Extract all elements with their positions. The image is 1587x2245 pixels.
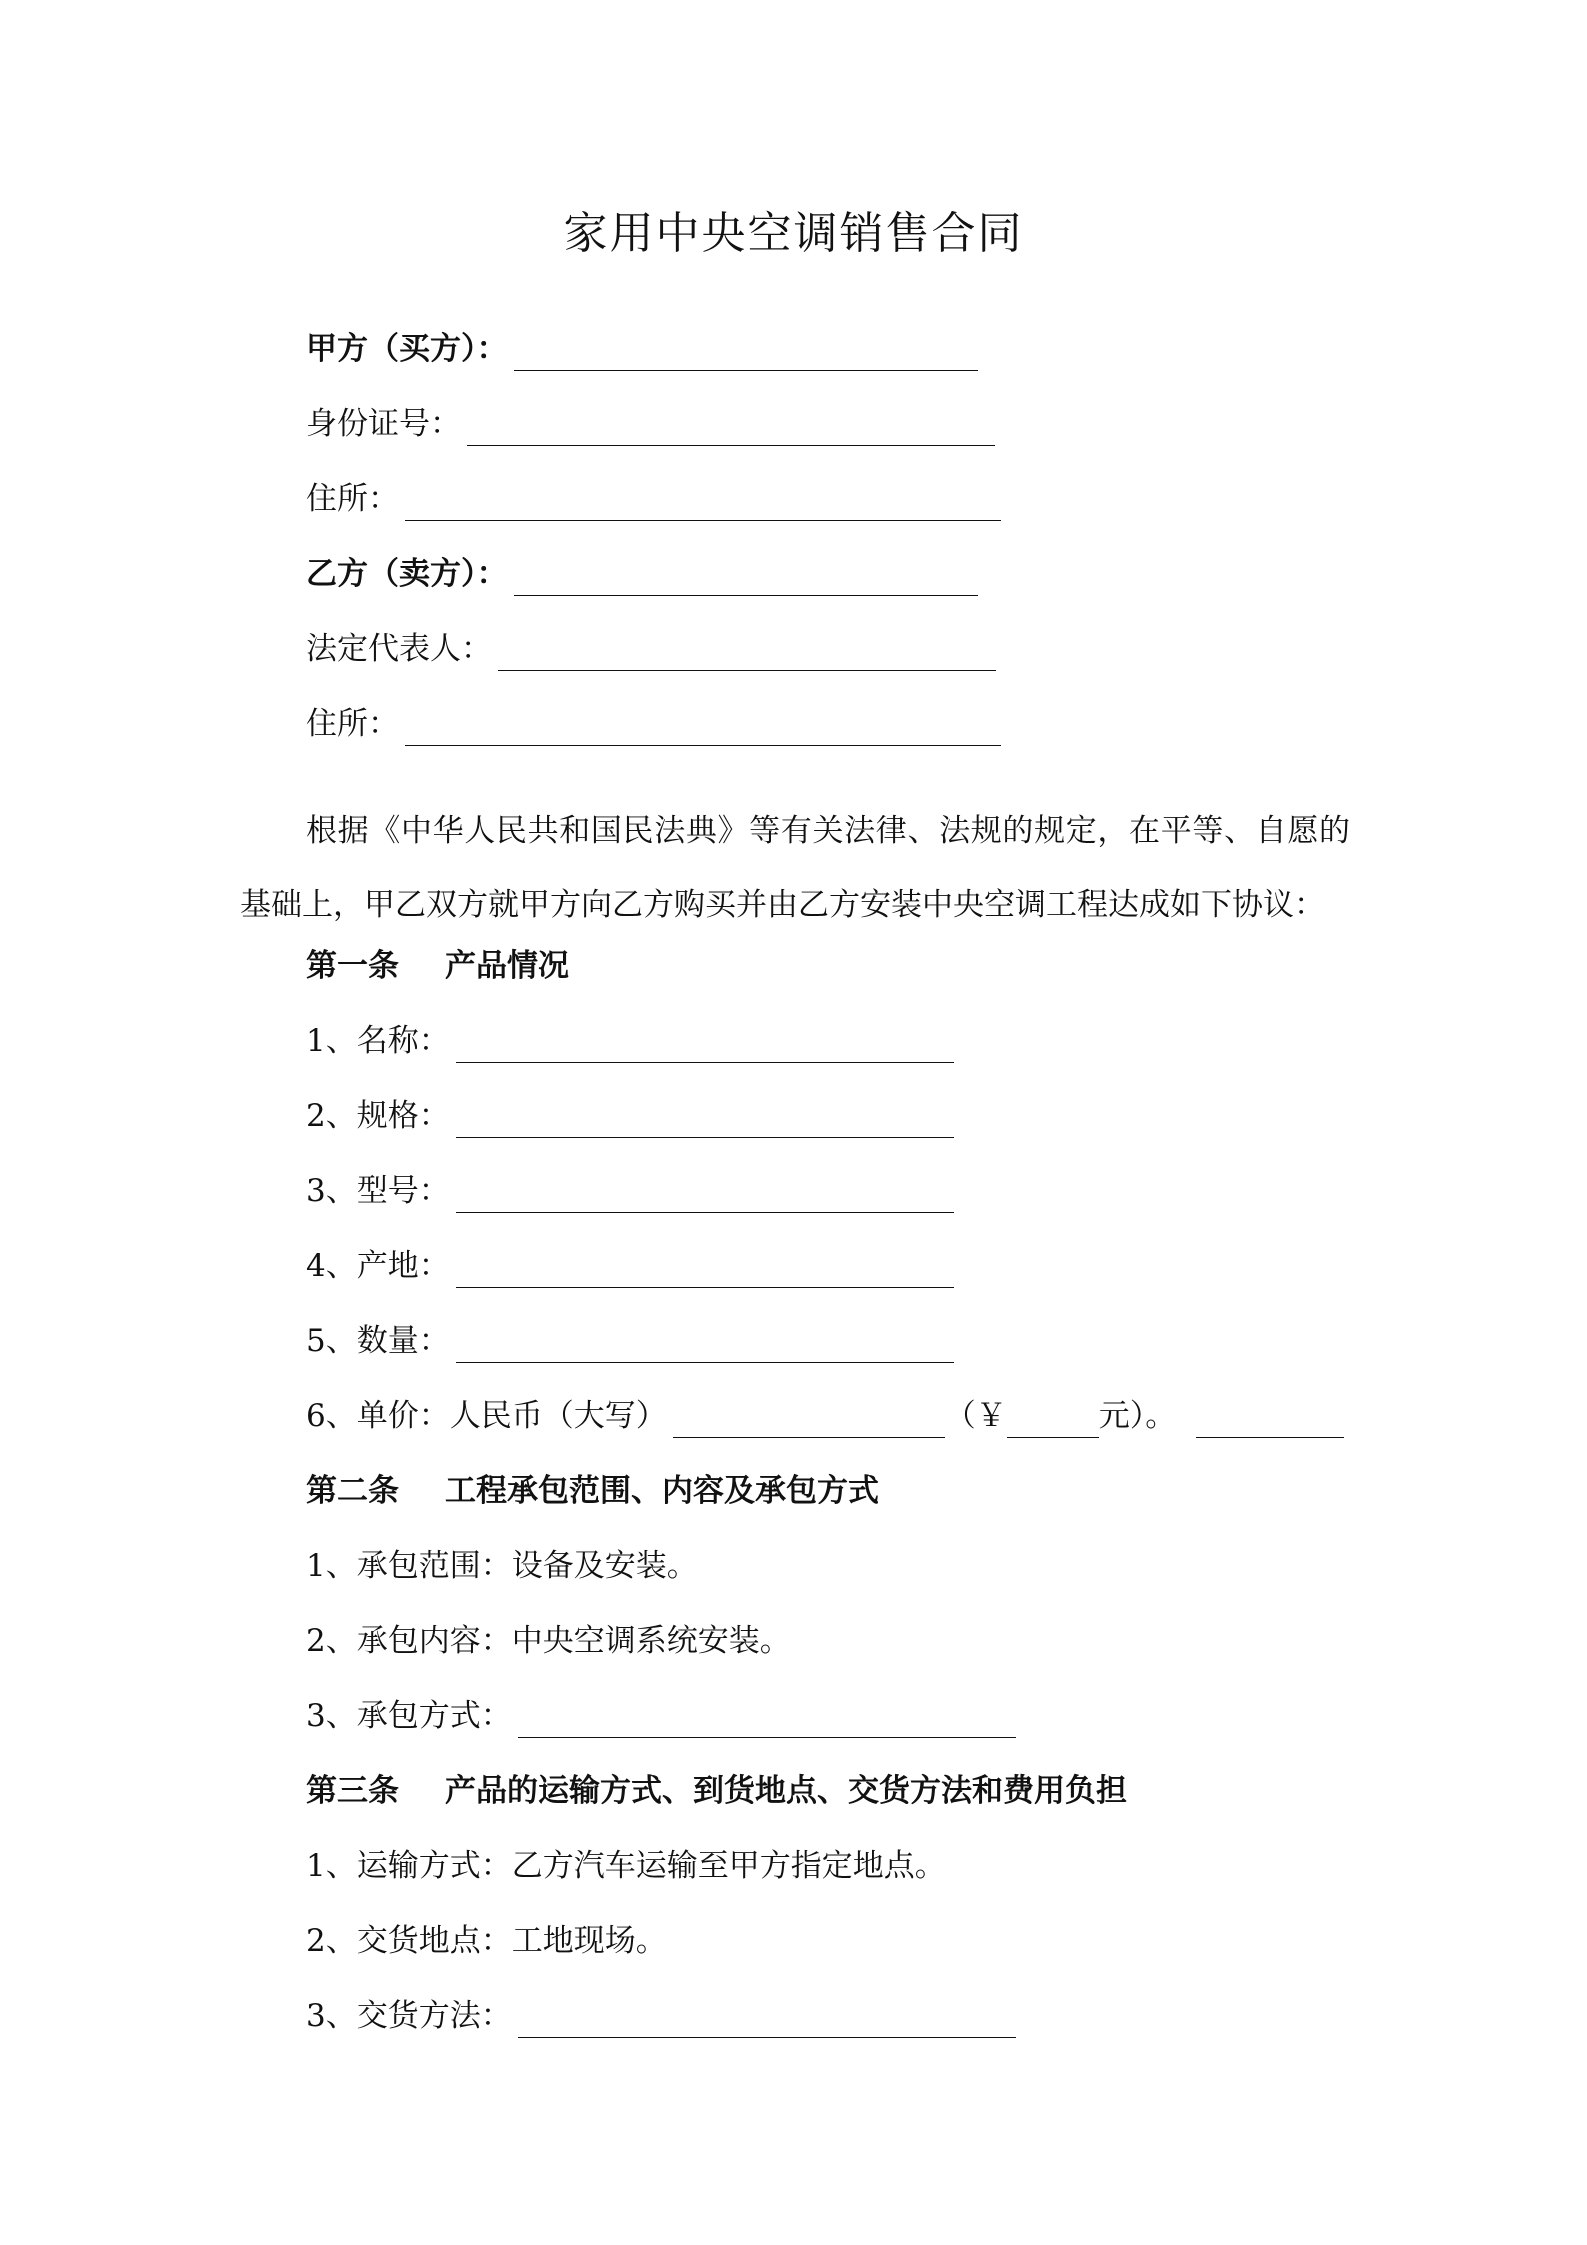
contract-method-label: 3、承包方式： [306,1698,512,1734]
party-b-rep-blank[interactable] [498,636,996,671]
article3-item-text: 1、运输方式：乙方汽车运输至甲方指定地点。 [306,1848,946,1884]
article1-item-row [306,1019,954,1063]
party-a-id-row [306,402,995,446]
unit-price-paren-close: 元）。 [1098,1398,1177,1434]
party-a-row [306,327,978,371]
article1-item-label: 2、规格： [306,1098,450,1134]
party-b-rep-label: 法定代表人： [306,631,492,667]
delivery-method-label: 3、交货方法： [306,1998,512,2034]
article3-title: 产品的运输方式、到货地点、交货方法和费用负担 [445,1773,1127,1809]
article2-item [306,1619,791,1663]
article2-heading [306,1469,879,1513]
party-a-id-blank[interactable] [467,411,995,446]
party-b-rep-row [306,627,996,671]
article1-number: 第一条 [306,948,399,984]
article1-item-blank[interactable] [456,1178,954,1213]
document-title: 家用中央空调销售合同 [563,208,1024,259]
article2-title: 工程承包范围、内容及承包方式 [445,1473,879,1509]
article1-item-row [306,1244,954,1288]
party-a-blank[interactable] [514,336,978,371]
article2-item-text: 2、承包内容：中央空调系统安装。 [306,1623,791,1659]
article1-item-label: 3、型号： [306,1173,450,1209]
party-b-address-label: 住所： [306,706,399,742]
unit-price-label: 6、单价：人民币（大写） [306,1398,667,1434]
unit-price-number-blank[interactable] [1007,1403,1099,1438]
contract-method-row [306,1694,1016,1738]
party-b-blank[interactable] [514,561,978,596]
article1-item-blank[interactable] [456,1328,954,1363]
unit-price-paren-open: （￥ [944,1398,1007,1434]
party-a-id-label: 身份证号： [306,406,461,442]
party-b-row [306,552,978,596]
delivery-method-blank[interactable] [518,2003,1016,2038]
article3-number: 第三条 [306,1773,399,1809]
article1-heading [306,944,569,988]
delivery-method-row [306,1994,1016,2038]
article3-item [306,1844,946,1888]
article1-item-row [306,1169,954,1213]
party-a-address-row [306,477,1001,521]
article3-heading [306,1769,1127,1813]
unit-price-row [306,1394,1344,1438]
party-b-address-blank[interactable] [405,711,1001,746]
preamble-paragraph: 根据《中华人民共和国民法典》等有关法律、法规的规定，在平等、自愿的基础上，甲乙双方就甲方向乙方购买并由乙方安装中央空调工程达成如下协议： [240,813,1350,923]
article2-item-text: 1、承包范围：设备及安装。 [306,1548,698,1584]
party-b-label: 乙方（卖方）： [306,556,508,592]
article1-item-blank[interactable] [456,1103,954,1138]
unit-price-extra-blank[interactable] [1196,1403,1344,1438]
party-a-label: 甲方（买方）： [306,331,508,367]
party-b-address-row [306,702,1001,746]
article1-item-row [306,1094,954,1138]
party-a-address-blank[interactable] [405,486,1001,521]
article1-item-label: 1、名称： [306,1023,450,1059]
article2-item [306,1544,698,1588]
article3-item [306,1919,667,1963]
article1-title: 产品情况 [445,948,569,984]
article3-item-text: 2、交货地点：工地现场。 [306,1923,667,1959]
article1-item-blank[interactable] [456,1028,954,1063]
article1-item-label: 4、产地： [306,1248,450,1284]
unit-price-words-blank[interactable] [673,1403,945,1438]
article1-item-blank[interactable] [456,1253,954,1288]
party-a-address-label: 住所： [306,481,399,517]
contract-method-blank[interactable] [518,1703,1016,1738]
article2-number: 第二条 [306,1473,399,1509]
article1-item-row [306,1319,954,1363]
article1-item-label: 5、数量： [306,1323,450,1359]
